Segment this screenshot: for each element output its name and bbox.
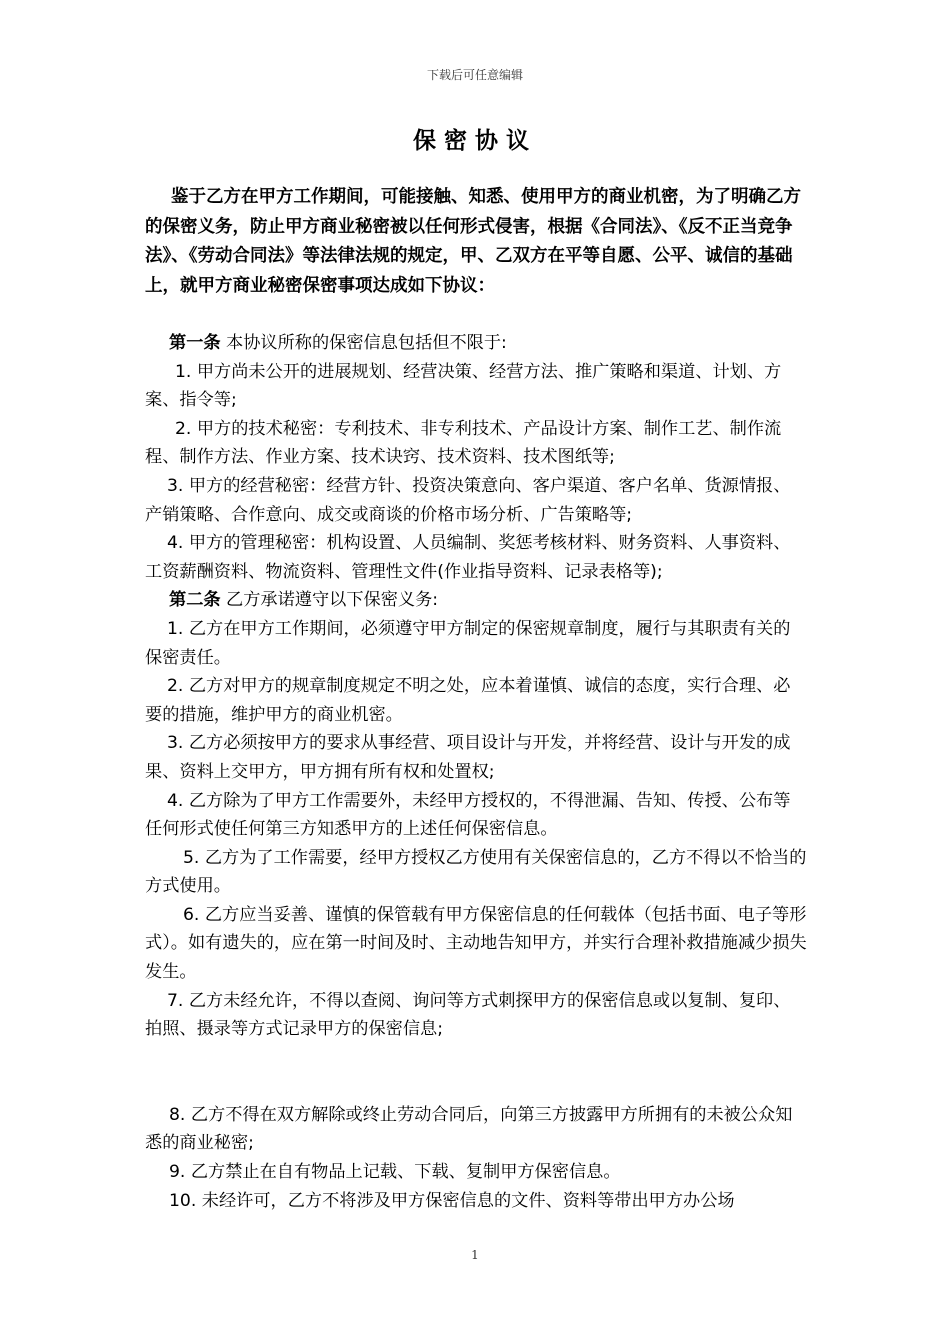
- article-2-item: 9. 乙方禁止在自有物品上记载、下载、复制甲方保密信息。: [169, 1162, 621, 1183]
- page-number: 1: [471, 1248, 479, 1262]
- article-2-item: 3. 乙方必须按甲方的要求从事经营、项目设计与开发，并将经营、设计与开发的成果、资料上交甲方，甲方拥有所有权和处置权;: [145, 733, 791, 782]
- article-2-item: 10. 未经许可，乙方不将涉及甲方保密信息的文件、资料等带出甲方办公场: [169, 1190, 735, 1211]
- article-2-item: 6. 乙方应当妥善、谨慎的保管载有甲方保密信息的任何载体（包括书面、电子等形式）。如有遗失的，应在第一时间及时、主动地告知甲方，并实行合理补救措施减少损失发生。: [145, 904, 807, 983]
- article-1-item: 1. 甲方尚未公开的进展规划、经营决策、经营方法、推广策略和渠道、计划、方案、指令等;: [145, 361, 782, 411]
- article-2-item: 7. 乙方未经允许，不得以查阅、询问等方式刺探甲方的保密信息或以复制、复印、拍照、摄录等方式记录甲方的保密信息;: [145, 990, 791, 1040]
- article-2-item: 8. 乙方不得在双方解除或终止劳动合同后，向第三方披露甲方所拥有的未被公众知悉的商业秘密;: [145, 1104, 793, 1154]
- article-2-heading: [145, 586, 807, 615]
- intro-paragraph: 鉴于乙方在甲方工作期间，可能接触、知悉、使用甲方的商业机密，为了明确乙方的保密义务，防止甲方商业秘密被以任何形式侵害，根据《合同法》、《反不正当竞争法》、《劳动合同法》等法律法规的规定，甲、乙双方在平等自愿、公平、诚信的基础上，就甲方商业秘密保密事项达成如下协议：: [145, 187, 801, 296]
- spacer: [145, 1044, 807, 1101]
- article-2-text: 乙方承诺遵守以下保密义务:: [220, 590, 439, 611]
- article-1-item: 2. 甲方的技术秘密：专利技术、非专利技术、产品设计方案、制作工艺、制作流程、制作方法、作业方案、技术诀窍、技术资料、技术图纸等;: [145, 418, 782, 468]
- article-2-label: 第二条: [169, 590, 221, 611]
- article-1-item: 3. 甲方的经营秘密：经营方针、投资决策意向、客户渠道、客户名单、货源情报、产销策略、合作意向、成交或商谈的价格市场分析、广告策略等;: [145, 475, 791, 525]
- article-1-text: 本协议所称的保密信息包括但不限于:: [220, 333, 507, 353]
- article-1-label: 第一条: [169, 333, 221, 353]
- article-1-heading: [145, 329, 807, 358]
- header-note: 下载后可任意编辑: [426, 68, 523, 82]
- article-2-item: 5. 乙方为了工作需要，经甲方授权乙方使用有关保密信息的，乙方不得以不恰当的方式使用。: [145, 847, 807, 897]
- article-2-item: 4. 乙方除为了甲方工作需要外，未经甲方授权的，不得泄漏、告知、传授、公布等任何形式使任何第三方知悉甲方的上述任何保密信息。: [145, 790, 791, 840]
- spacer: [145, 301, 807, 329]
- article-2-item: 2. 乙方对甲方的规章制度规定不明之处，应本着谨慎、诚信的态度，实行合理、必要的措施，维护甲方的商业机密。: [145, 676, 791, 725]
- article-2-item: 1. 乙方在甲方工作期间，必须遵守甲方制定的保密规章制度，履行与其职责有关的保密责任。: [145, 618, 791, 668]
- document-body: [145, 183, 807, 1215]
- article-1-item: 4. 甲方的管理秘密：机构设置、人员编制、奖惩考核材料、财务资料、人事资料、工资薪酬资料、物流资料、管理性文件(作业指导资料、记录表格等);: [145, 533, 791, 582]
- document-title: 保密协议: [413, 128, 537, 154]
